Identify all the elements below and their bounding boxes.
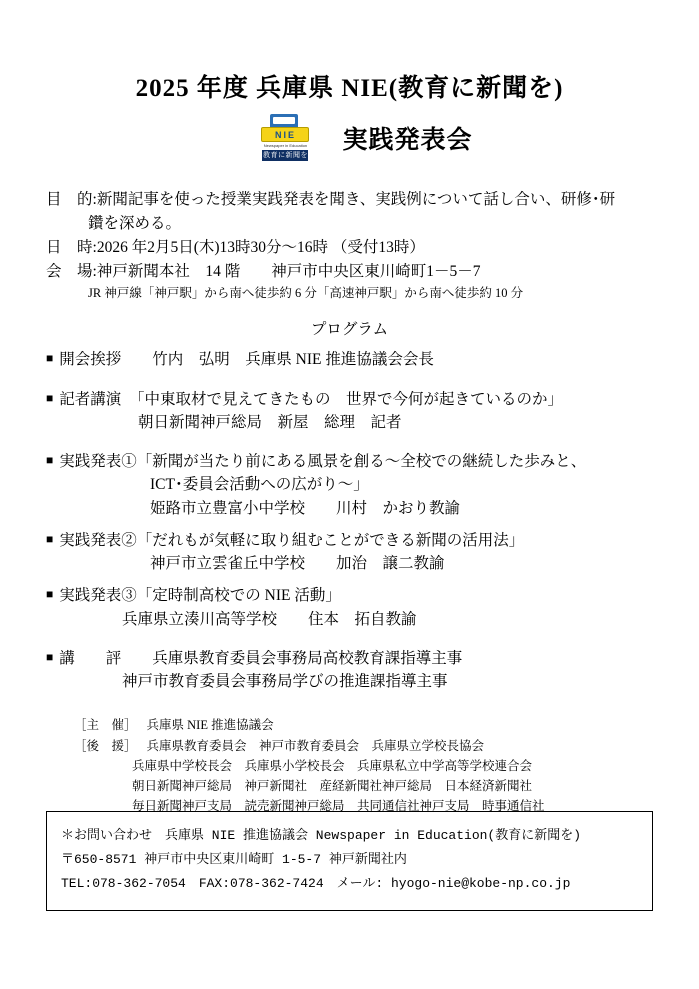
page-title-line2: 実践発表会	[342, 127, 473, 154]
program-item-detail-2: 姫路市立豊富小中学校 川村 かおり教諭	[150, 499, 461, 517]
purpose-text: 新聞記事を使った授業実践発表を聞き、実践例について話し合い、研修･研	[96, 191, 616, 208]
access-text: JR 神戸線「神戸駅」から南へ徒歩約 6 分「高速神戸駅」から南へ徒歩約 10 分	[88, 286, 524, 301]
program-item-label: 実践発表②	[59, 531, 137, 549]
title-line2-row	[46, 114, 653, 162]
place-row	[46, 260, 653, 284]
purpose-row	[46, 188, 653, 212]
program-heading: プログラム	[310, 321, 389, 339]
program-item-main: 「だれもが気軽に取り組むことができる新聞の活用法」	[136, 531, 525, 549]
datetime-row	[46, 236, 653, 260]
program-item-label: 実践発表①	[59, 453, 137, 471]
program-item-5	[46, 647, 653, 694]
bullet-icon: ■	[46, 351, 54, 366]
program-item-main: 「定時制高校での NIE 活動」	[136, 587, 341, 605]
contact-box	[46, 811, 653, 911]
program-item-detail: 神戸市立雲雀丘中学校 加治 譲二教諭	[150, 555, 445, 573]
program-item-detail: 朝日新聞神戸総局 新屋 総理 記者	[138, 413, 402, 431]
program-item-detail: ICT･委員会活動への広がり～」	[150, 476, 369, 494]
purpose-text-2: 鑽を深める。	[88, 215, 182, 233]
support-text-0: 兵庫県教育委員会 神戸市教育委員会 兵庫県立学校長協会	[146, 738, 485, 753]
host-row	[46, 715, 653, 735]
program-item-2	[46, 450, 653, 520]
bullet-icon: ■	[46, 453, 54, 468]
support-row	[46, 736, 653, 756]
place-label: 会 場:	[46, 263, 97, 281]
place-text: 神戸新聞本社 14 階 神戸市中央区東川崎町1－5－7	[96, 263, 481, 281]
bullet-icon: ■	[46, 390, 54, 405]
purpose-label: 目 的:	[46, 191, 97, 208]
bullet-icon: ■	[46, 649, 54, 664]
contact-line-2: 〒650-8571 神戸市中央区東川崎町 1-5-7 神戸新聞社内	[61, 851, 407, 867]
program-item-main: 竹内 弘明 兵庫県 NIE 推進協議会会長	[152, 351, 434, 369]
datetime-label: 日 時:	[46, 239, 97, 257]
program-list	[46, 348, 653, 693]
bullet-icon: ■	[46, 587, 54, 602]
title-block	[46, 0, 653, 162]
program-item-label: 開会挨拶	[59, 351, 122, 369]
nie-logo-band: 教育に新聞を	[262, 152, 308, 159]
host-text: 兵庫県 NIE 推進協議会	[146, 718, 274, 733]
book-icon	[270, 114, 298, 127]
program-item-label: 記者講演	[59, 390, 122, 408]
program-item-label: 実践発表③	[59, 587, 137, 605]
program-item-0	[46, 348, 653, 371]
program-item-3	[46, 529, 653, 576]
support-label: ［後 援］	[74, 738, 137, 753]
program-item-1	[46, 388, 653, 435]
program-item-detail: 神戸市教育委員会事務局学びの推進課指導主事	[122, 673, 448, 691]
support-text-3: 毎日新聞神戸支局 読売新聞神戸総局 共同通信社神戸支局 時事通信社	[132, 799, 545, 814]
support-text-2: 朝日新聞神戸総局 神戸新聞社 産経新聞社神戸総局 日本経済新聞社	[132, 779, 533, 794]
contact-line-1: ＊お問い合わせ 兵庫県 NIE 推進協議会 Newspaper in Education(教育に新聞を)	[61, 827, 582, 843]
contact-line-3: TEL:078-362-7054 FAX:078-362-7424 メール: hyogo-nie@kobe-np.co.jp	[61, 875, 571, 891]
overview-section	[46, 188, 653, 303]
nie-mark-text: NIE	[261, 127, 309, 142]
program-item-main: 「新聞が当たり前にある風景を創る～全校での継続した歩みと、	[136, 453, 587, 471]
sponsor-section	[46, 715, 653, 816]
nie-logo-icon	[256, 114, 314, 162]
program-item-detail: 兵庫県立湊川高等学校 住本 拓自教諭	[122, 610, 417, 628]
program-item-4	[46, 584, 653, 631]
host-label: ［主 催］	[74, 718, 137, 733]
program-item-main: 兵庫県教育委員会事務局高校教育課指導主事	[152, 649, 463, 667]
program-item-label: 講 評	[59, 649, 122, 667]
nie-logo-subtitle: Newspaper in Education	[263, 143, 308, 148]
page-title-line1: 2025 年度 兵庫県 NIE(教育に新聞を)	[135, 75, 564, 102]
bullet-icon: ■	[46, 531, 54, 546]
datetime-text: 2026 年2月5日(木)13時30分～16時 （受付13時）	[96, 239, 425, 257]
support-text-1: 兵庫県中学校長会 兵庫県小学校長会 兵庫県私立中学高等学校連合会	[132, 758, 533, 773]
program-item-main: 「中東取材で見えてきたもの 世界で今何が起きているのか」	[136, 390, 564, 408]
